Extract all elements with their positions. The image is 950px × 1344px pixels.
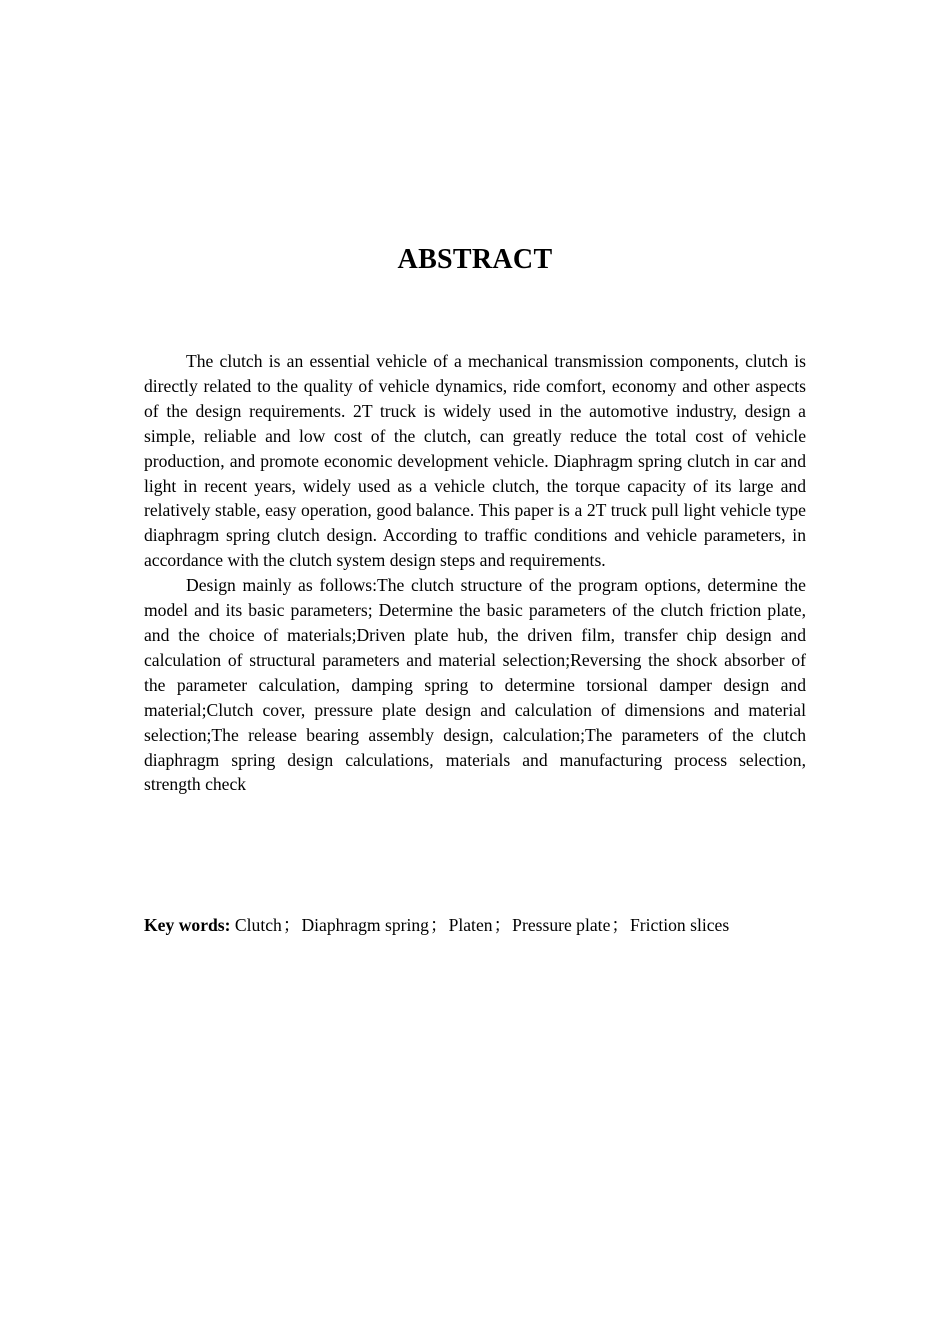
- keyword-item: Pressure plate: [512, 915, 611, 935]
- keyword-separator: ；: [493, 915, 512, 935]
- keyword-item: Clutch: [234, 915, 282, 935]
- keyword-item: Diaphragm spring: [301, 915, 429, 935]
- abstract-paragraph-2: Design mainly as follows:The clutch structure of the program options, determine the model and its basic parameters; Determine the basic parameters of the clutch friction plate, and the choice of materials;Driven plate hub, the driven film, transfer chip design and calculation of structural parameters and material selection;Reversing the shock absorber of the parameter calculation, damping spring to determine torsional damper design and material;Clutch cover, pressure plate design and calculation of dimensions and material selection;The release bearing assembly design, calculation;The parameters of the clutch diaphragm spring design calculations, materials and manufacturing process selection, strength check: [144, 575, 806, 795]
- abstract-body: [144, 349, 806, 797]
- keyword-separator: ；: [282, 915, 301, 935]
- keywords-label: Key words:: [144, 915, 231, 935]
- keyword-item: Platen: [448, 915, 493, 935]
- abstract-title: ABSTRACT: [397, 244, 553, 275]
- keyword-separator: ；: [429, 915, 448, 935]
- keyword-separator: ；: [611, 915, 629, 935]
- keywords-line: [144, 913, 844, 938]
- keyword-item: Friction slices: [629, 915, 730, 935]
- abstract-paragraph-1: The clutch is an essential vehicle of a mechanical transmission components, clutch is directly related to the quality of vehicle dynamics, ride comfort, economy and other aspects of the design requirements. 2T truck is widely used in the automotive industry, design a simple, reliable and low cost of the clutch, can greatly reduce the total cost of vehicle production, and promote economic development vehicle. Diaphragm spring clutch in car and light in recent years, widely used as a vehicle clutch, the torque capacity of its large and relatively stable, easy operation, good balance. This paper is a 2T truck pull light vehicle type diaphragm spring clutch design. According to traffic conditions and vehicle parameters, in accordance with the clutch system design steps and requirements.: [144, 351, 806, 571]
